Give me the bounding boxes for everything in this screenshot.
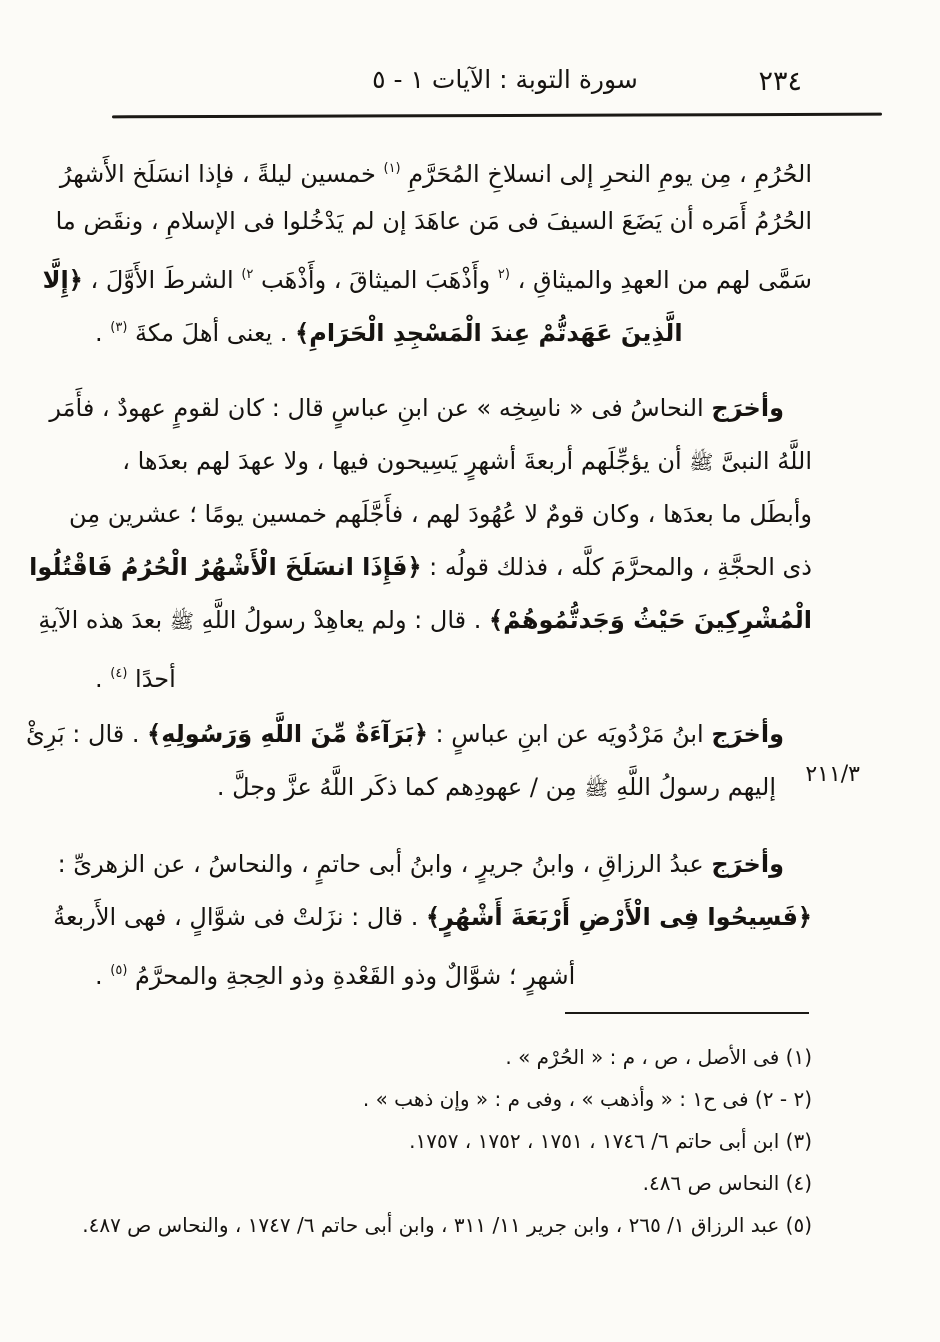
footnote: (٤) النحاس ص ٤٨٦. — [642, 1171, 812, 1195]
text-run: الحُرُمِ ، مِن يومِ النحرِ إلى انسلاخِ المُحَرَّمِ — [400, 160, 812, 188]
footnote: (١) فى الأصل ، ص ، م : « الحُرْم » . — [505, 1045, 812, 1069]
text-line — [95, 301, 812, 354]
text-run: ابنُ مَرْدُويَه عن ابنِ عباسٍ : — [427, 720, 712, 748]
footnote: (٢ - ٢) فى ح١ : « وأذهب » ، وفى م : « وإن ذهب » . — [362, 1087, 812, 1111]
margin-reference: ٢١١/٣ — [805, 762, 860, 787]
text-run: اللَّهُ النبىَّ — [713, 447, 812, 475]
text-line — [57, 838, 812, 891]
text-run: عبدُ الرزاقِ ، وابنُ جريرٍ ، وابنُ أبى حاتمٍ ، والنحاسُ ، عن الزهرىِّ : — [57, 850, 712, 878]
text-line — [95, 761, 812, 814]
text-run: مِن / عهودِهم كما ذكَر اللَّهُ عزَّ وجلَّ . — [216, 773, 585, 801]
salawat-ligature: ﷺ — [689, 450, 714, 474]
footnote-marker: (٥) — [110, 963, 128, 978]
header-rule — [112, 113, 882, 119]
text-line — [25, 708, 812, 761]
text-run: وأبطَل ما بعدَها ، وكان قومٌ لا عُهُودَ لهم ، فأَجَّلَهم خمسين يومًا ؛ عشرين مِن — [68, 500, 812, 528]
salawat-ligature: ﷺ — [584, 776, 609, 800]
text-line — [42, 248, 812, 301]
text-run: . قال : نزَلتْ فى شوَّالٍ ، فهى الأَربعةُ — [53, 903, 426, 931]
text-line — [38, 594, 812, 647]
text-line — [53, 891, 812, 944]
paragraph-lead: وأخرَج — [711, 720, 784, 748]
text-run: سَمَّى لهم من العهدِ والميثاقِ ، — [509, 266, 812, 294]
text-run: أشهرٍ ؛ شوَّالٌ وذو القَعْدةِ وذو الحِجةِ والمحرَّمُ — [127, 962, 576, 990]
text-line — [55, 195, 812, 248]
text-run: خمسين ليلةً ، فإذا انسَلَخ الأَشهرُ — [59, 160, 384, 188]
footnote-marker: ٢) — [241, 267, 254, 282]
footnote-marker: (١) — [383, 161, 401, 176]
paragraph-lead: وأخرَج — [711, 394, 784, 422]
page-number: ٢٣٤ — [758, 66, 802, 97]
text-line — [95, 944, 812, 997]
footnote: (٥) عبد الرزاق ١/ ٢٦٥ ، وابن جرير ١١/ ٣١١ ، وابن أبى حاتم ٦/ ١٧٤٧ ، والنحاس ص ٤٨٧. — [82, 1213, 812, 1237]
text-run: . قال : ولم يعاهِدْ رسولُ اللَّهِ — [194, 606, 489, 634]
text-run: النحاسُ فى « ناسِخِه » عن ابنِ عباسٍ قال : كان لقومٍ عهودٌ ، فأَمَر — [49, 394, 712, 422]
footnote-separator — [565, 1012, 809, 1014]
footnote-marker: (٤) — [110, 666, 128, 681]
page-header-title: سورة التوبة : الآيات ١ - ٥ — [372, 65, 638, 94]
text-line — [59, 142, 812, 195]
text-run: أحدًا — [127, 665, 176, 693]
text-run: . — [95, 319, 111, 347]
text-run: . يعنى أهلَ مكةَ — [127, 319, 296, 347]
main-text — [25, 142, 812, 997]
footnote-marker: (٣) — [110, 320, 128, 335]
footnote-marker: (٢ — [497, 267, 510, 282]
text-run: بعدَ هذه الآيةِ — [38, 606, 170, 634]
text-run: ذى الحجَّةِ ، والمحرَّمَ كلَّه ، فذلك قولُه : — [421, 553, 812, 581]
paragraph — [29, 382, 812, 700]
quran-verse: ﴿بَرَآءَةٌ مِّنَ اللَّهِ وَرَسُولِهِ﴾ — [147, 720, 428, 748]
text-run: الشرطَ الأَوَّلَ ، — [82, 266, 242, 294]
salawat-ligature: ﷺ — [169, 609, 194, 633]
text-line — [29, 541, 812, 594]
paragraph — [53, 838, 812, 997]
text-run: أن يؤجِّلَهم أربعةَ أشهرٍ يَسِيحون فيها ، ولا عهدَ لهم بعدَها ، — [122, 447, 690, 475]
text-line — [95, 435, 812, 488]
text-run: إليهم رسولُ اللَّهِ — [608, 773, 776, 801]
paragraph-lead: وأخرَج — [711, 850, 784, 878]
text-line — [95, 647, 812, 700]
quran-verse: ﴿فَسِيحُوا فِى الْأَرْضِ أَرْبَعَةَ أَشْهُرٍ﴾ — [425, 903, 812, 931]
text-run: . قال : بَرِئْ — [25, 720, 148, 748]
quran-verse: ﴿إِلَّا — [42, 266, 83, 294]
quran-verse: ﴿فَإِذَا انسَلَخَ الْأَشْهُرُ الْحُرُمُ فَاقْتُلُوا — [29, 553, 422, 581]
footnote: (٣) ابن أبى حاتم ٦/ ١٧٤٦ ، ١٧٥١ ، ١٧٥٢ ، ١٧٥٧. — [409, 1129, 812, 1153]
text-line — [49, 382, 812, 435]
paragraph — [25, 708, 812, 814]
footnotes-block — [70, 1036, 812, 1246]
text-run: الحُرُمُ أَمَره أن يَضَعَ السيفَ فى مَن عاهَدَ إن لم يَدْخُلوا فى الإسلامِ ، ونقَض ما — [55, 207, 812, 235]
paragraph — [42, 142, 812, 354]
text-run: وأَذْهَبَ الميثاقَ ، وأَذْهَب — [253, 266, 498, 294]
text-run: . — [95, 665, 111, 693]
text-run: . — [95, 962, 111, 990]
quran-verse: الْمُشْرِكِينَ حَيْثُ وَجَدتُّمُوهُمْ﴾ — [489, 606, 812, 634]
quran-verse: الَّذِينَ عَهَدتُّمْ عِندَ الْمَسْجِدِ الْحَرَامِ﴾ — [295, 319, 683, 347]
text-line — [68, 488, 812, 541]
